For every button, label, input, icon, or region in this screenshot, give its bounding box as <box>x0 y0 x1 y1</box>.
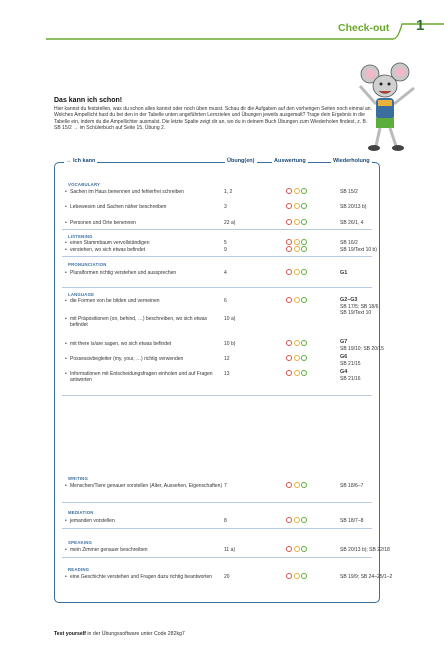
yellow-light-icon[interactable] <box>294 340 300 346</box>
red-light-icon[interactable] <box>286 219 292 225</box>
green-light-icon[interactable] <box>301 573 307 579</box>
traffic-light[interactable] <box>286 573 307 579</box>
exercise-ref: 4 <box>224 270 227 276</box>
section-title: Check-out <box>338 22 390 34</box>
yellow-light-icon[interactable] <box>294 188 300 194</box>
column-header-rating: Auswertung <box>274 158 306 164</box>
divider <box>62 256 372 257</box>
divider <box>62 395 372 396</box>
yellow-light-icon[interactable] <box>294 573 300 579</box>
exercise-ref: 13 <box>224 371 230 377</box>
list-item: • mein Zimmer genauer beschreiben <box>70 547 224 553</box>
intro-text: Hier kannst du feststellen, was du schon alles kannst oder noch üben musst. Schau dir die Aufgaben auf den vorherigen Seiten noch einmal an. Welches Ampellicht hast du bei den in der Tabelle unten angeführten Lernzielen und Übungen jeweils ausgemalt? Trage dein Ergebnis in die Tabelle ein, indem du die Ampellichter ausmalst. Die letzte Spalte zeigt dir an, wo du in deinem Buch Übungen zum Wiederholen findest, z. B. SB 15/2 → im Schülerbuch auf Seite 15, Übung 2. <box>54 106 372 131</box>
red-light-icon[interactable] <box>286 297 292 303</box>
exercise-ref: 12 <box>224 356 230 362</box>
red-light-icon[interactable] <box>286 573 292 579</box>
footer-text: in der Übungssoftware unter Code 282kg7 <box>85 631 185 637</box>
green-light-icon[interactable] <box>301 517 307 523</box>
exercise-ref: 6 <box>224 298 227 304</box>
section-writing: WRITING <box>68 476 89 481</box>
red-light-icon[interactable] <box>286 482 292 488</box>
exercise-ref: 7 <box>224 483 227 489</box>
divider <box>62 287 372 288</box>
yellow-light-icon[interactable] <box>294 246 300 252</box>
yellow-light-icon[interactable] <box>294 370 300 376</box>
red-light-icon[interactable] <box>286 269 292 275</box>
header-band <box>0 17 444 52</box>
divider <box>62 557 372 558</box>
list-item: • mit there is/are sagen, wo sich etwas befindet <box>70 341 224 347</box>
green-light-icon[interactable] <box>301 203 307 209</box>
red-light-icon[interactable] <box>286 246 292 252</box>
section-language: LANGUAGE <box>68 292 95 297</box>
review-ref: SB 16/2 <box>340 240 358 246</box>
intro-title: Das kann ich schon! <box>54 97 123 104</box>
list-item: • Pluralformen richtig verstehen und aussprechen <box>70 270 224 276</box>
list-item: • Personen und Orte benennen <box>70 220 224 226</box>
traffic-light[interactable] <box>286 340 307 346</box>
red-light-icon[interactable] <box>286 340 292 346</box>
review-ref: SB 20/13 b) <box>340 204 367 210</box>
yellow-light-icon[interactable] <box>294 219 300 225</box>
exercise-ref: 1, 2 <box>224 189 233 195</box>
exercise-ref: 3 <box>224 204 227 210</box>
yellow-light-icon[interactable] <box>294 482 300 488</box>
exercise-ref: 10 a) <box>224 316 236 322</box>
divider <box>62 229 372 230</box>
list-item: • einen Stammbaum vervollständigen <box>70 240 224 246</box>
review-ref: G6 <box>340 354 348 360</box>
green-light-icon[interactable] <box>301 219 307 225</box>
list-item: • Informationen mit Entscheidungsfragen einholen und auf Fragen antworten <box>70 371 224 383</box>
section-speaking: SPEAKING <box>68 540 93 545</box>
traffic-light[interactable] <box>286 546 307 552</box>
red-light-icon[interactable] <box>286 188 292 194</box>
column-header-review: Wiederholung <box>333 158 370 164</box>
traffic-light[interactable] <box>286 517 307 523</box>
column-header-can: → Ich kann <box>66 158 96 164</box>
review-ref: SB 20/13 b); SB 22/18 <box>340 547 390 553</box>
traffic-light[interactable] <box>286 239 307 245</box>
review-ref: G7 <box>340 339 348 345</box>
review-ref: SB 26/1, 4 <box>340 220 364 226</box>
green-light-icon[interactable] <box>301 269 307 275</box>
green-light-icon[interactable] <box>301 239 307 245</box>
exercise-ref: 20 <box>224 574 230 580</box>
list-item: • verstehen, wo sich etwas befindet <box>70 247 224 253</box>
divider <box>62 528 372 529</box>
review-ref-detail: SB 19/10; SB 20/15 <box>340 346 384 352</box>
review-ref: SB 18/7–8 <box>340 518 364 524</box>
traffic-light[interactable] <box>286 203 307 209</box>
yellow-light-icon[interactable] <box>294 203 300 209</box>
traffic-light[interactable] <box>286 219 307 225</box>
section-pronunciation: PRONUNCIATION <box>68 262 107 267</box>
traffic-light[interactable] <box>286 355 307 361</box>
traffic-light[interactable] <box>286 269 307 275</box>
red-light-icon[interactable] <box>286 239 292 245</box>
review-ref: SB 18/6–7 <box>340 483 364 489</box>
list-item: • jemanden vorstellen <box>70 518 224 524</box>
traffic-light[interactable] <box>286 188 307 194</box>
exercise-ref: 5 <box>224 240 227 246</box>
review-ref-detail: SB 17/5; SB 18/6 <box>340 304 379 310</box>
green-light-icon[interactable] <box>301 188 307 194</box>
red-light-icon[interactable] <box>286 517 292 523</box>
review-ref: G2–G3 <box>340 297 358 303</box>
yellow-light-icon[interactable] <box>294 269 300 275</box>
exercise-ref: 10 b) <box>224 341 236 347</box>
green-light-icon[interactable] <box>301 546 307 552</box>
review-ref: G1 <box>340 270 348 276</box>
list-item: • die Formen von be bilden und verneinen <box>70 298 224 304</box>
section-mediation: MEDIATION <box>68 510 94 515</box>
section-vocabulary: VOCABULARY <box>68 182 101 187</box>
list-item: • Menschen/Tiere genauer vorstellen (Alter, Aussehen, Eigenschaften) <box>70 483 224 489</box>
green-light-icon[interactable] <box>301 355 307 361</box>
yellow-light-icon[interactable] <box>294 546 300 552</box>
green-light-icon[interactable] <box>301 340 307 346</box>
footer-bold: Test yourself <box>54 631 86 637</box>
exercise-ref: 8 <box>224 518 227 524</box>
list-item: • Lebewesen und Sachen näher beschreiben <box>70 204 224 210</box>
section-listening: LISTENING <box>68 234 93 239</box>
divider <box>62 502 372 503</box>
green-light-icon[interactable] <box>301 482 307 488</box>
list-item: • Sachen im Haus benennen und fehlerfrei schreiben <box>70 189 224 195</box>
green-light-icon[interactable] <box>301 246 307 252</box>
review-ref: G4 <box>340 369 348 375</box>
yellow-light-icon[interactable] <box>294 297 300 303</box>
red-light-icon[interactable] <box>286 355 292 361</box>
traffic-light[interactable] <box>286 370 307 376</box>
footer-note <box>54 631 185 637</box>
section-reading: READING <box>68 567 90 572</box>
exercise-ref: 9 <box>224 247 227 253</box>
review-ref-detail: SB 21/16 <box>340 376 361 382</box>
review-ref-detail: SB 21/15 <box>340 361 361 367</box>
column-header-exercises: Übung(en) <box>227 158 255 164</box>
yellow-light-icon[interactable] <box>294 239 300 245</box>
green-light-icon[interactable] <box>301 370 307 376</box>
list-item: • Possessivbegleiter (my, your, …) richtig verwenden <box>70 356 224 362</box>
review-ref: SB 19/9; SB 24–25/1–2 <box>340 574 393 580</box>
green-light-icon[interactable] <box>301 297 307 303</box>
yellow-light-icon[interactable] <box>294 355 300 361</box>
unit-number: 1 <box>416 17 425 34</box>
yellow-light-icon[interactable] <box>294 517 300 523</box>
traffic-light[interactable] <box>286 482 307 488</box>
traffic-light[interactable] <box>286 297 307 303</box>
list-item: • eine Geschichte verstehen und Fragen dazu richtig beantworten <box>70 574 224 580</box>
review-ref: SB 15/2 <box>340 189 358 195</box>
exercise-ref: 22 a) <box>224 220 236 226</box>
red-light-icon[interactable] <box>286 370 292 376</box>
red-light-icon[interactable] <box>286 546 292 552</box>
red-light-icon[interactable] <box>286 203 292 209</box>
review-ref: SB 19/Text 10 <box>340 310 372 316</box>
review-ref: SB 19/Text 10 b) <box>340 247 377 253</box>
exercise-ref: 11 a) <box>224 547 236 553</box>
list-item: • mit Präpositionen (on, behind, …) beschreiben, wo sich etwas befindet <box>70 316 224 328</box>
traffic-light[interactable] <box>286 246 307 252</box>
